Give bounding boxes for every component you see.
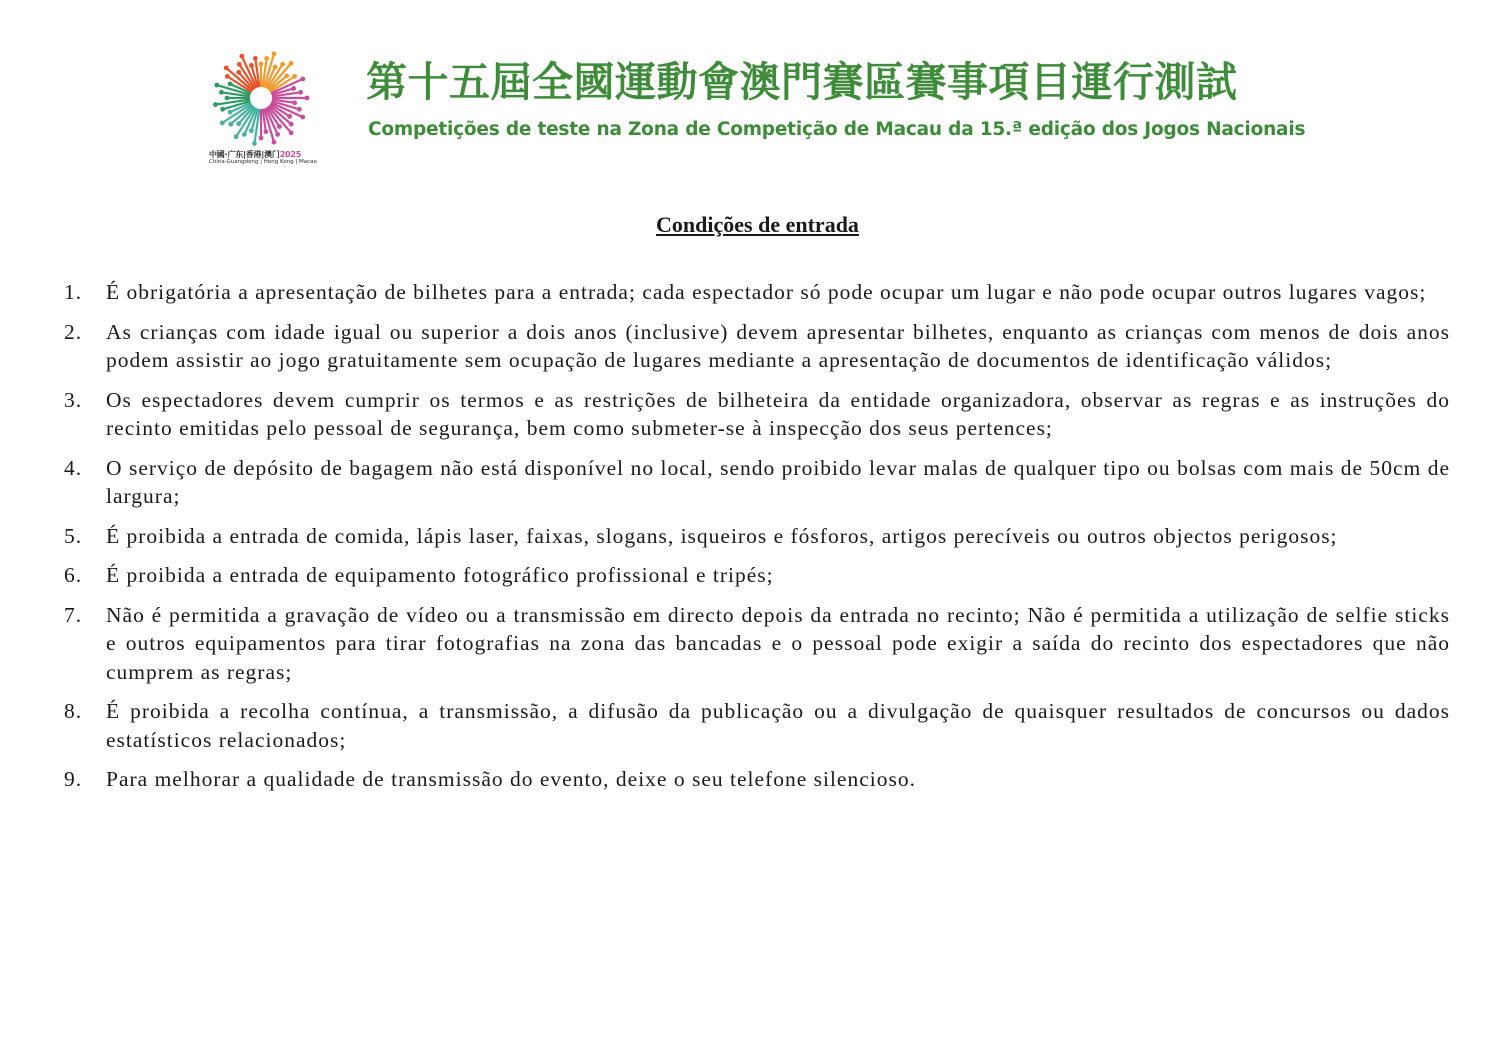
- logo-caption-year: 2025: [279, 150, 302, 159]
- games-logo-icon: [203, 40, 323, 148]
- logo-ray-tip: [280, 62, 285, 67]
- rule-number: 4.: [64, 455, 83, 480]
- rules-list: [60, 278, 1450, 805]
- event-title-pt: Competições de teste na Zona de Competição de Macau da 15.ª edição dos Jogos Nacionais: [368, 119, 1306, 140]
- games-logo: [203, 40, 323, 170]
- logo-ray-tip: [289, 122, 294, 127]
- logo-ray-tip: [259, 62, 264, 67]
- logo-ray-tip: [249, 63, 254, 68]
- logo-ray-tip: [236, 121, 241, 126]
- rule-text: Os espectadores devem cumprir os termos e as restrições de bilheteira da entidade organizadora, observar as regras e as instruções do recinto emitidas pelo pessoal de segurança, bem como submeter-se à inspecção dos seus pertences;: [106, 387, 1450, 440]
- logo-ray-tip: [275, 132, 280, 137]
- rule-item: [60, 561, 1450, 590]
- logo-ray-tip: [234, 134, 239, 139]
- logo-ray-tip: [292, 100, 297, 105]
- logo-ray-tip: [292, 74, 297, 79]
- logo-ray-tip: [263, 129, 268, 134]
- logo-ray-tip: [237, 62, 242, 67]
- logo-caption-zh-prefix: 中國·广东|香港|澳门: [209, 150, 280, 159]
- document-heading: Condições de entrada: [656, 212, 859, 237]
- logo-ray-tip: [272, 140, 277, 145]
- rule-number: 3.: [64, 387, 83, 412]
- logo-ray-tip: [214, 83, 219, 88]
- rule-number: 1.: [64, 280, 83, 304]
- logo-ray-tip: [300, 115, 305, 120]
- logo-ray-tip: [242, 132, 247, 137]
- logo-ray-tip: [289, 61, 294, 66]
- logo-ray-tip: [264, 56, 269, 61]
- rule-number: 5.: [64, 523, 83, 548]
- page-header: [0, 0, 1500, 180]
- rule-text: É proibida a entrada de comida, lápis laser, faixas, slogans, isqueiros e fósforos, artigos perecíveis ou outros objectos perigosos;: [106, 523, 1338, 548]
- rule-text: O serviço de depósito de bagagem não está disponível no local, sendo proibido levar malas de qualquer tipo ou bolsas com mais de 50cm de largura;: [106, 455, 1450, 508]
- logo-ray-tip: [253, 56, 258, 61]
- rule-text: Para melhorar a qualidade de transmissão do evento, deixe o seu telefone silencioso.: [106, 767, 916, 791]
- logo-ray-tip: [236, 70, 241, 75]
- logo-ray-tip: [225, 74, 230, 79]
- event-title-zh: 第十五屆全國運動會澳門賽區賽事項目運行測試: [366, 58, 1238, 106]
- rule-text: É proibida a entrada de equipamento fotográfico profissional e tripés;: [106, 563, 774, 587]
- logo-caption-en: China·Guangdong | Hong Kong | Macao: [209, 159, 317, 165]
- logo-ray-tip: [305, 96, 310, 101]
- rule-item: [60, 765, 1450, 794]
- rule-text: Não é permitida a gravação de vídeo ou a transmissão em directo depois da entrada no recinto; Não é permitida a utilização de selfie sticks e outros equipamentos para tirar fotografias na zona das bancadas e o pessoal pode exigir a saída do recinto dos espectadores que não cumprem as regras;: [106, 602, 1450, 684]
- logo-ray-tip: [249, 128, 254, 133]
- rule-item: [60, 697, 1450, 754]
- logo-ray-tip: [225, 96, 230, 101]
- logo-ray-tip: [273, 65, 278, 70]
- logo-ray-tip: [277, 124, 282, 129]
- logo-ray-tip: [219, 90, 224, 95]
- logo-ray-tip: [298, 90, 303, 95]
- rule-item: [60, 318, 1450, 375]
- logo-ray-tip: [213, 102, 218, 107]
- logo-ray-tip: [239, 54, 244, 59]
- logo-ray-tip: [220, 107, 225, 112]
- rule-item: [60, 522, 1450, 551]
- logo-ray-tip: [284, 73, 289, 78]
- logo-ray-tip: [228, 81, 233, 86]
- rule-number: 9.: [64, 767, 83, 791]
- rule-text: É proibida a recolha contínua, a transmissão, a difusão da publicação ou a divulgação de quaisquer resultados de concursos ou dados estatísticos relacionados;: [106, 699, 1450, 752]
- logo-ray-tip: [224, 65, 229, 70]
- logo-ray-tip: [289, 130, 294, 135]
- rule-text: É obrigatória a apresentação de bilhetes para a entrada; cada espectador só pode ocupar um lugar e não pode ocupar outros lugares vagos;: [106, 280, 1427, 304]
- logo-ray-tip: [228, 122, 233, 127]
- rule-item: [60, 278, 1450, 307]
- rule-text: As crianças com idade igual ou superior a dois anos (inclusive) devem apresentar bilhetes, enquanto as crianças com menos de dois anos podem assistir ao jogo gratuitamente sem ocupação de lugares mediante a apresentação de documentos de identificação válidos;: [106, 319, 1450, 372]
- rule-item: [60, 454, 1450, 511]
- logo-ray-tip: [272, 51, 277, 56]
- logo-ray-tip: [220, 120, 225, 125]
- logo-ray-tip: [287, 114, 292, 119]
- rule-item: [60, 601, 1450, 687]
- rule-number: 7.: [64, 602, 83, 627]
- logo-ray-tip: [300, 76, 305, 81]
- logo-ray-tip: [252, 141, 257, 146]
- logo-ray-tip: [259, 136, 264, 141]
- rule-number: 8.: [64, 699, 83, 723]
- rule-item: [60, 386, 1450, 443]
- logo-ray-tip: [228, 110, 233, 115]
- logo-ray-tip: [297, 107, 302, 112]
- logo-ray-tip: [291, 86, 296, 91]
- rule-number: 2.: [64, 319, 83, 344]
- rule-number: 6.: [64, 563, 83, 587]
